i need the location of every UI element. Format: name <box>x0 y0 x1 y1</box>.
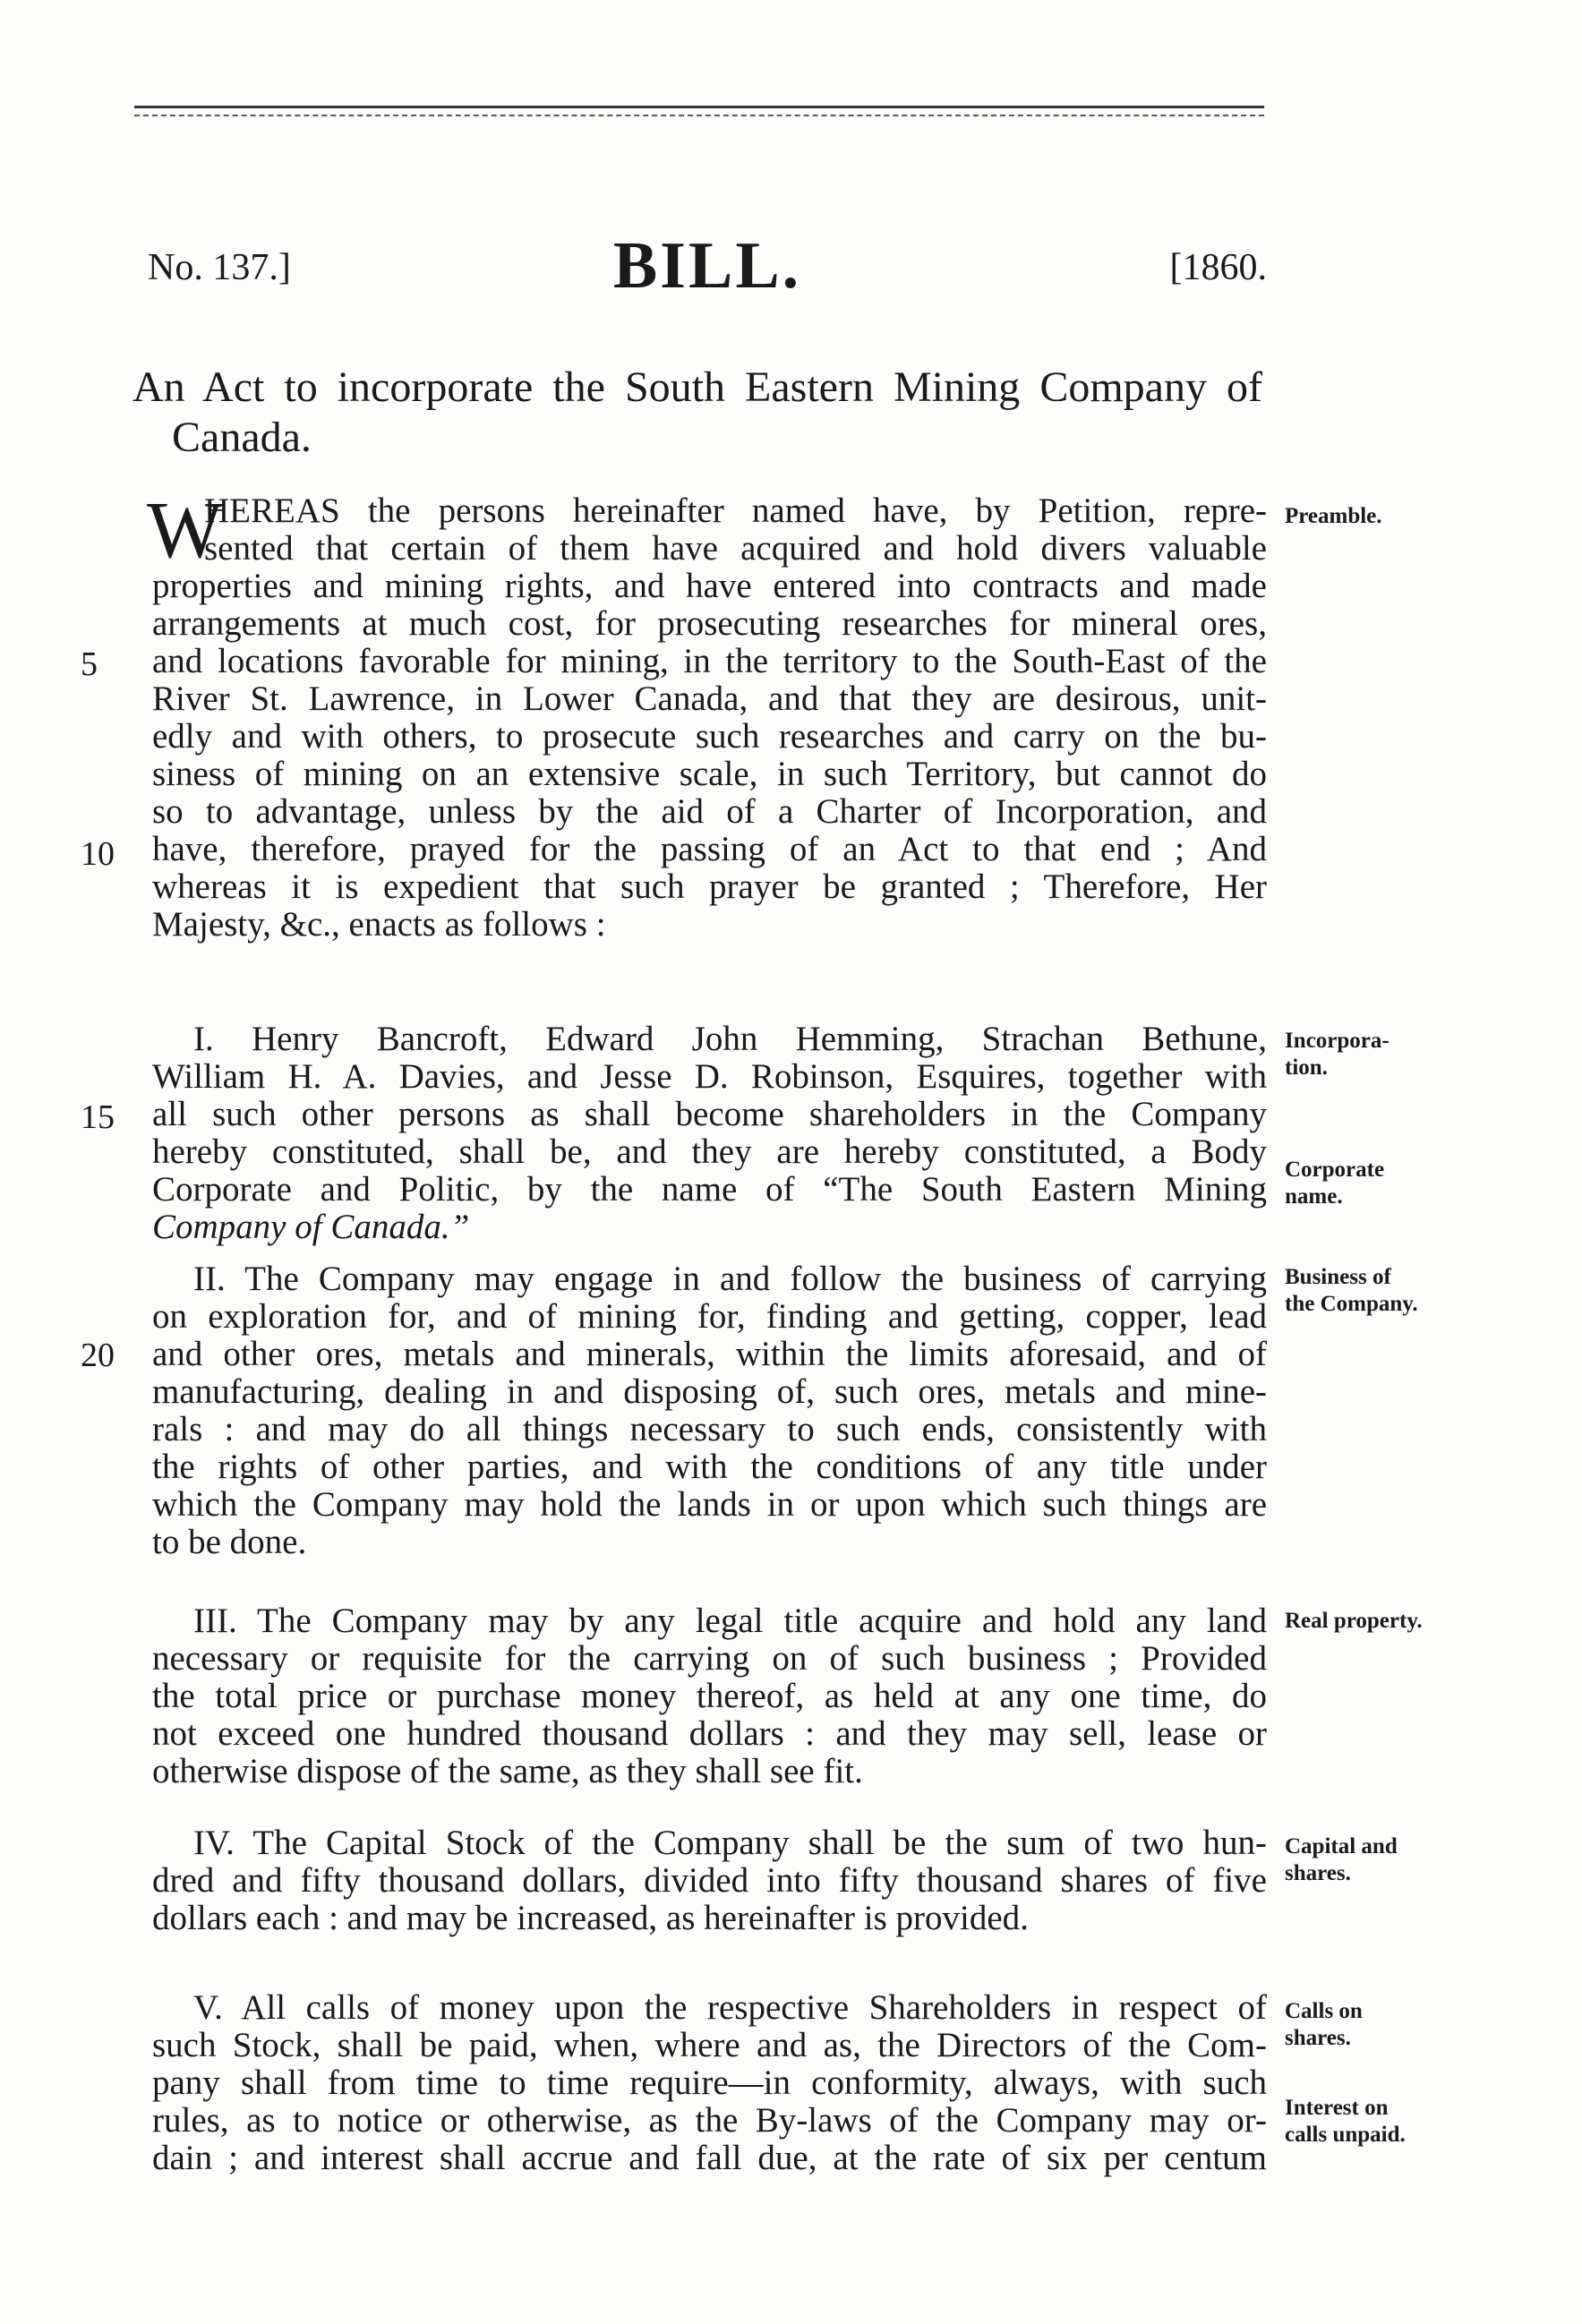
act-title-line-1: An Act to incorporate the South Eastern Mining Company of <box>133 363 1262 411</box>
text-line: so to advantage, unless by the aid of a Charter of Incorporation, and <box>152 793 1267 831</box>
text-line: pany shall from time to time require—in conformity, always, with such <box>152 2064 1267 2102</box>
page-header <box>148 228 1267 309</box>
section-5 <box>152 1989 1267 2177</box>
dropcap: W <box>147 486 223 575</box>
text-line: have, therefore, prayed for the passing of an Act to that end ; And <box>152 831 1267 868</box>
text-line: rals : and may do all things necessary to such ends, consistently with <box>152 1411 1267 1448</box>
text-line: siness of mining on an extensive scale, in such Territory, but cannot do <box>152 756 1267 793</box>
text-line: dollars each : and may be increased, as hereinafter is provided. <box>152 1900 1029 1937</box>
bill-year: [1860. <box>1169 247 1267 288</box>
margin-note-capital: Capital and shares. <box>1285 1834 1398 1885</box>
text-line: and other ores, metals and minerals, within the limits aforesaid, and of <box>152 1336 1267 1373</box>
text-line: edly and with others, to prosecute such researches and carry on the bu- <box>152 718 1267 756</box>
margin-note-preamble: Preamble. <box>1285 504 1382 528</box>
text-line: on exploration for, and of mining for, finding and getting, copper, lead <box>152 1298 1267 1336</box>
text-line: and locations favorable for mining, in the territory to the South-East of the <box>152 643 1267 680</box>
margin-note-corporate-name: Corporate name. <box>1285 1158 1385 1209</box>
act-title <box>133 363 1262 463</box>
bill-number: No. 137.] <box>148 247 291 288</box>
text-line: rules, as to notice or otherwise, as the By-laws of the Company may or- <box>152 2102 1267 2140</box>
text-line: II. The Company may engage in and follow the business of carrying <box>193 1260 1267 1298</box>
margin-note-business: Business of the Company. <box>1285 1265 1418 1316</box>
text-line: which the Company may hold the lands in or upon which such things are <box>152 1486 1267 1524</box>
margin-note-calls: Calls on shares. <box>1285 1999 1363 2050</box>
text-line: III. The Company may by any legal title acquire and hold any land <box>193 1602 1267 1640</box>
text-line: properties and mining rights, and have entered into contracts and made <box>152 568 1267 605</box>
act-title-line-2: Canada. <box>172 414 312 461</box>
text-line: V. All calls of money upon the respective Shareholders in respect of <box>193 1989 1267 2027</box>
section-4 <box>152 1824 1267 1937</box>
text-line: the rights of other parties, and with the conditions of any title under <box>152 1448 1267 1486</box>
text-line: such Stock, shall be paid, when, where and as, the Directors of the Com- <box>152 2027 1267 2064</box>
text-line: necessary or requisite for the carrying on of such business ; Provided <box>152 1640 1267 1678</box>
preamble-paragraph <box>147 486 1267 944</box>
text-line: to be done. <box>152 1524 307 1561</box>
text-line: not exceed one hundred thousand dollars : and they may sell, lease or <box>152 1715 1267 1753</box>
margin-note-incorporation: Incorpora- tion. <box>1285 1029 1390 1080</box>
text-line: William H. A. Davies, and Jesse D. Robinson, Esquires, together with <box>152 1058 1267 1096</box>
top-rule <box>134 106 1264 122</box>
line-number-5: 5 <box>81 645 98 683</box>
section-1 <box>152 1021 1267 1246</box>
text-line: dred and fifty thousand dollars, divided into fifty thousand shares of five <box>152 1862 1267 1900</box>
text-line: hereby constituted, shall be, and they are hereby constituted, a Body <box>152 1133 1267 1171</box>
text-line: IV. The Capital Stock of the Company shall be the sum of two hun- <box>193 1824 1267 1862</box>
page-title: BILL. <box>612 229 802 303</box>
text-line: HEREAS the persons hereinafter named have, by Petition, repre- <box>204 492 1267 530</box>
margin-note-real-property: Real property. <box>1285 1609 1423 1633</box>
line-number-15: 15 <box>81 1098 115 1136</box>
line-number-10: 10 <box>81 835 115 873</box>
text-line: the total price or purchase money thereof, as held at any one time, do <box>152 1678 1267 1715</box>
text-line: arrangements at much cost, for prosecuting researches for mineral ores, <box>152 605 1267 643</box>
section-2 <box>152 1260 1267 1561</box>
top-rule-dashed-line <box>134 115 1264 116</box>
top-rule-line <box>134 106 1264 108</box>
text-line: all such other persons as shall become shareholders in the Company <box>152 1096 1267 1133</box>
text-line: sented that certain of them have acquired and hold divers valuable <box>204 530 1267 568</box>
line-number-20: 20 <box>81 1337 115 1374</box>
text-line: I. Henry Bancroft, Edward John Hemming, Strachan Bethune, <box>193 1021 1267 1058</box>
margin-note-interest: Interest on calls unpaid. <box>1285 2096 1406 2147</box>
text-line: manufacturing, dealing in and disposing of, such ores, metals and mine- <box>152 1373 1267 1411</box>
text-line: Corporate and Politic, by the name of “The South Eastern Mining <box>152 1171 1267 1209</box>
text-line: Majesty, &c., enacts as follows : <box>152 906 606 944</box>
text-line: otherwise dispose of the same, as they shall see fit. <box>152 1753 863 1790</box>
text-line: Company of Canada.” <box>152 1209 470 1246</box>
text-line: River St. Lawrence, in Lower Canada, and that they are desirous, unit- <box>152 680 1267 718</box>
section-3 <box>152 1602 1267 1790</box>
text-line: whereas it is expedient that such prayer be granted ; Therefore, Her <box>152 868 1267 906</box>
text-line: dain ; and interest shall accrue and fall due, at the rate of six per centum <box>152 2140 1267 2177</box>
